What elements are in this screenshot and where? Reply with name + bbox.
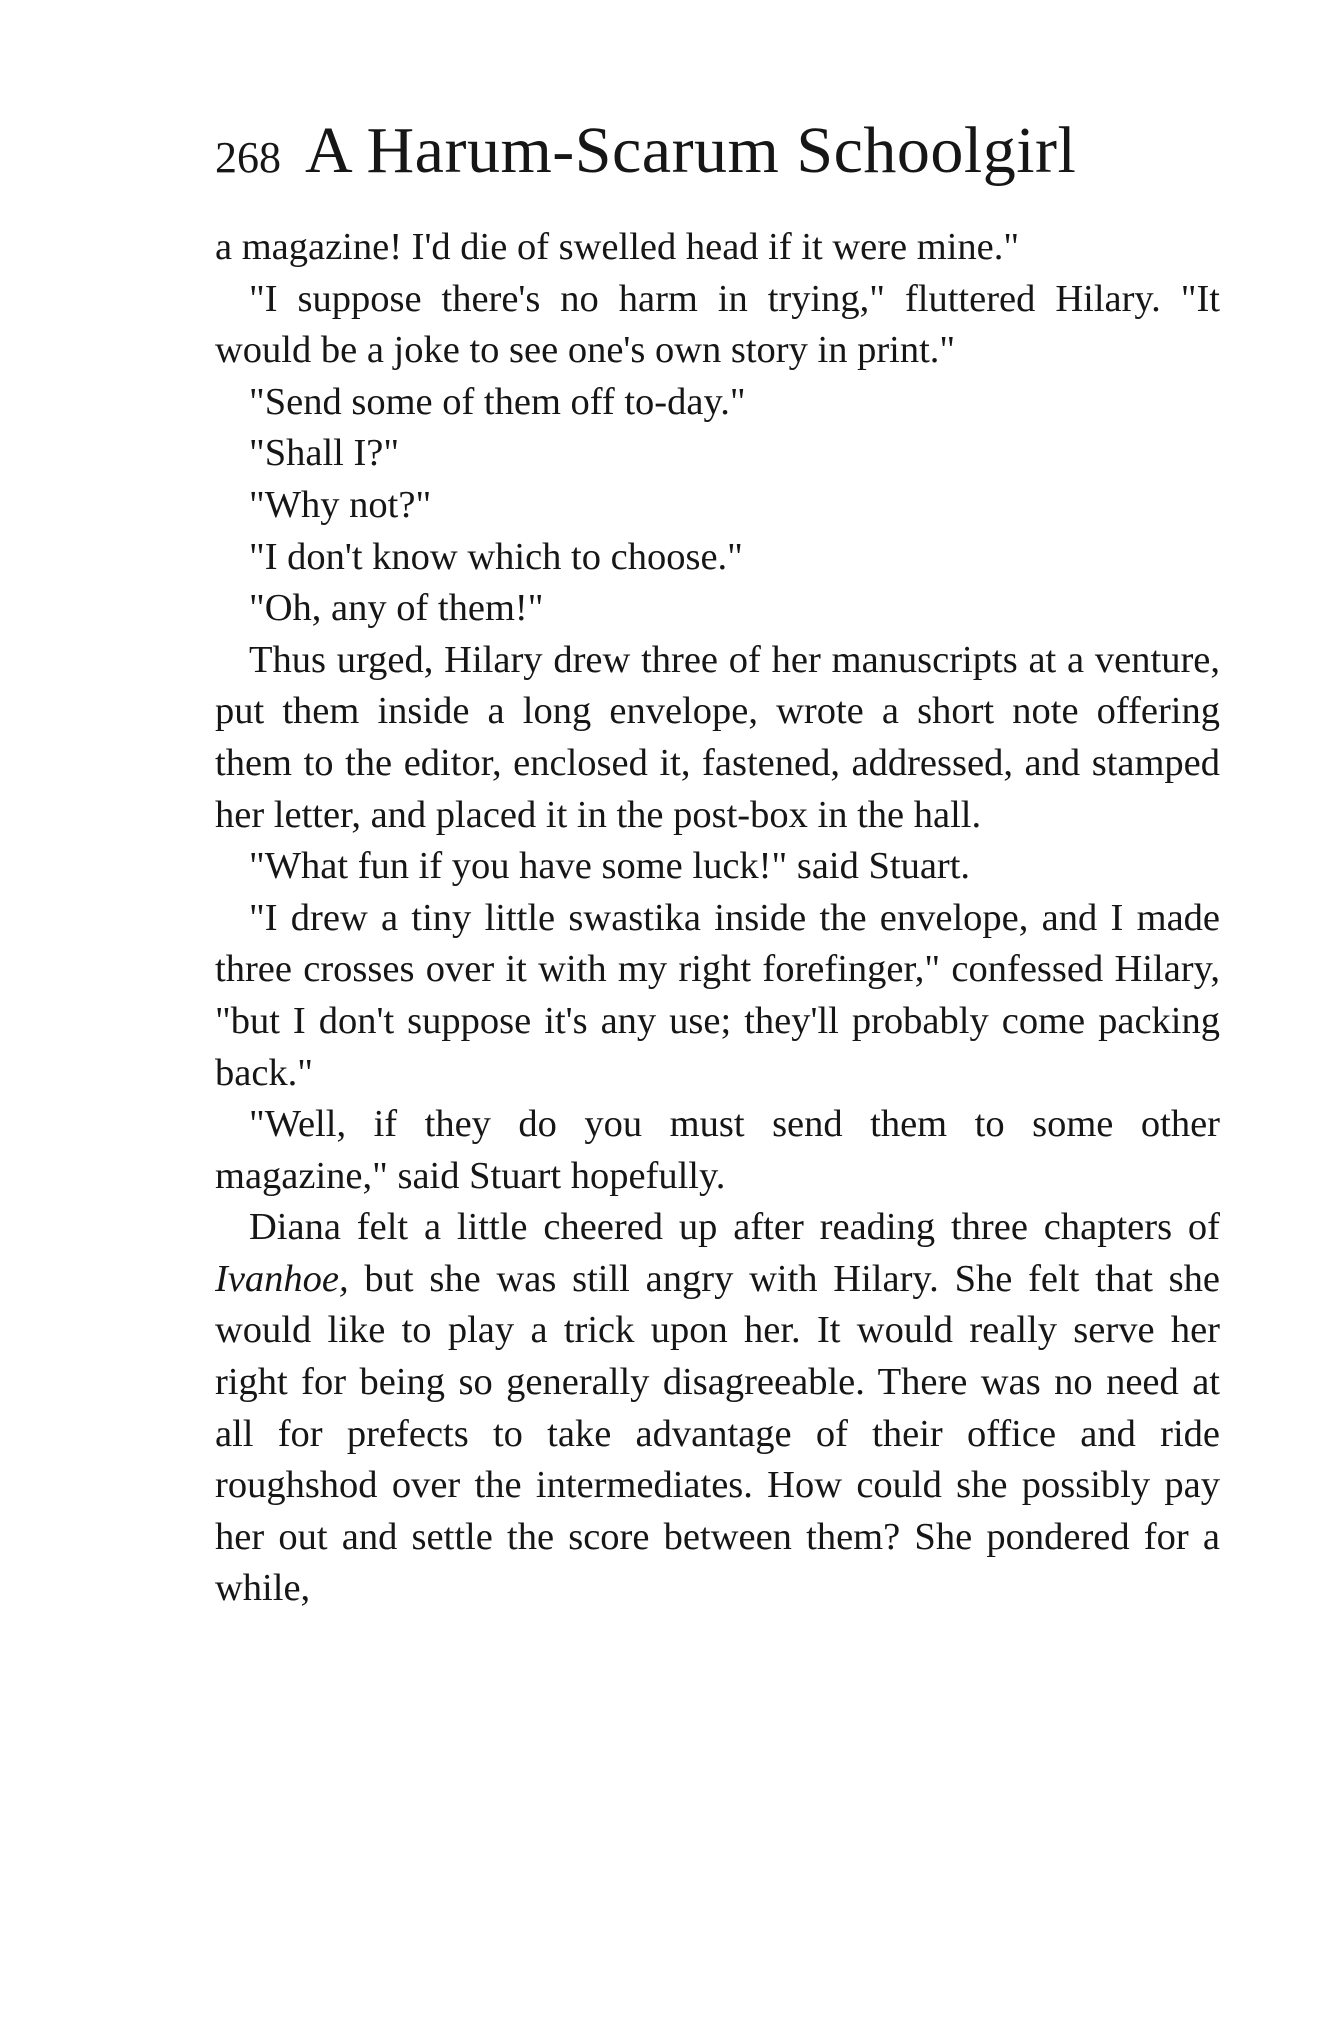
paragraph: "I suppose there's no harm in trying," fluttered Hilary. "It would be a joke to see one's own story in print." [215,277,1220,372]
book-title: Ivanhoe, [215,1257,349,1300]
paragraph-text: but she was still angry with Hilary. She felt that she would like to play a trick upon her. It would really serve her right for being so generally disagreeable. There was no need at all for prefects to take advantage of their office and ride roughshod over the intermediates. How could she possibly pay her out and settle the score between them? She pondered for a while, [215,1257,1220,1610]
running-title: A Harum-Scarum Schoolgirl [305,114,1077,187]
paragraph: Thus urged, Hilary drew three of her manuscripts at a venture, put them inside a long envelope, wrote a short note offering them to the editor, enclosed it, fastened, addressed, and stamped her letter, and placed it in the post-box in the hall. [215,638,1220,836]
paragraph [215,1202,1220,1615]
page-number: 268 [215,133,281,182]
paragraph: "Oh, any of them!" [249,587,544,630]
paragraph: "I drew a tiny little swastika inside the envelope, and I made three crosses over it with my right forefinger," confessed Hilary, "but I don't suppose it's any use; they'll probably come packing back." [215,896,1220,1094]
paragraph: "Send some of them off to-day." [249,380,746,423]
paragraph-text: Diana felt a little cheered up after reading three chapters of [249,1206,1220,1249]
paragraph: "What fun if you have some luck!" said Stuart. [249,845,971,888]
page-header [215,114,1215,187]
paragraph: a magazine! I'd die of swelled head if it were mine." [215,226,1020,268]
paragraph: "Why not?" [249,483,432,526]
paragraph: "Shall I?" [249,432,400,475]
paragraph: "Well, if they do you must send them to some other magazine," said Stuart hopefully. [215,1103,1220,1197]
body-text [215,222,1220,1615]
paragraph: "I don't know which to choose." [249,535,743,578]
